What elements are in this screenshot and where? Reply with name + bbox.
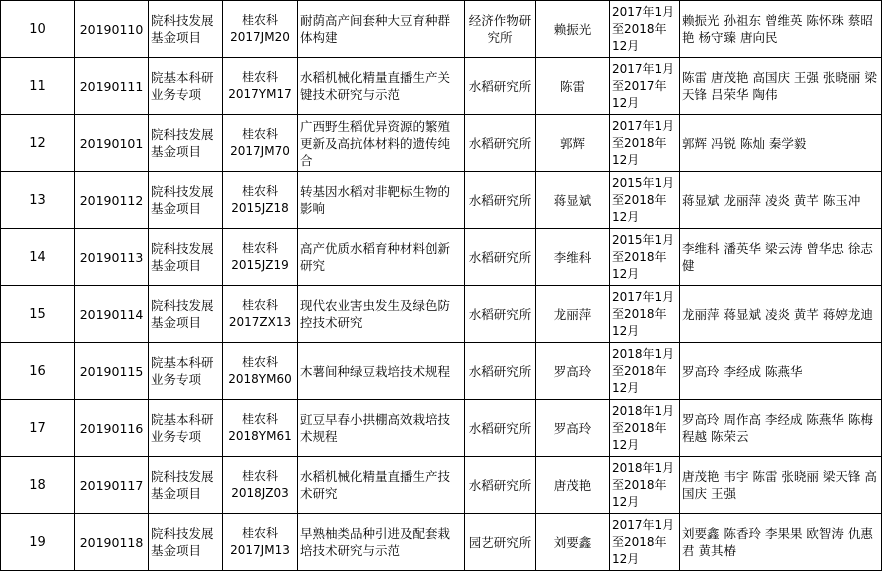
row-number-cell: 18 bbox=[1, 457, 75, 514]
project-code-cell: 20190110 bbox=[75, 1, 149, 58]
unit-cell: 经济作物研究所 bbox=[465, 1, 536, 58]
table-row bbox=[1, 172, 882, 229]
unit-cell: 水稻研究所 bbox=[465, 286, 536, 343]
period-cell: 2015年1月至2018年12月 bbox=[610, 229, 680, 286]
project-code-cell: 20190115 bbox=[75, 343, 149, 400]
project-code-cell: 20190114 bbox=[75, 286, 149, 343]
project-leader-cell: 蒋显斌 bbox=[536, 172, 610, 229]
project-leader-cell: 郭辉 bbox=[536, 115, 610, 172]
row-number-cell: 17 bbox=[1, 400, 75, 457]
row-number-cell: 10 bbox=[1, 1, 75, 58]
project-code-cell: 20190116 bbox=[75, 400, 149, 457]
members-cell: 李维科 潘英华 梁云涛 曾华忠 徐志健 bbox=[680, 229, 882, 286]
members-cell: 唐茂艳 韦宇 陈雷 张晓丽 梁天锋 高国庆 王强 bbox=[680, 457, 882, 514]
row-number-cell: 19 bbox=[1, 514, 75, 571]
approval-number-cell: 桂农科2017ZX13 bbox=[223, 286, 298, 343]
members-cell: 龙丽萍 蒋显斌 凌炎 黄芊 蒋婷龙迪 bbox=[680, 286, 882, 343]
approval-number-cell: 桂农科2018YM60 bbox=[223, 343, 298, 400]
approval-number-cell: 桂农科2015JZ19 bbox=[223, 229, 298, 286]
project-code-cell: 20190101 bbox=[75, 115, 149, 172]
project-leader-cell: 唐茂艳 bbox=[536, 457, 610, 514]
project-title-cell: 木薯间种绿豆栽培技术规程 bbox=[298, 343, 465, 400]
row-number-cell: 13 bbox=[1, 172, 75, 229]
project-leader-cell: 罗高玲 bbox=[536, 400, 610, 457]
approval-number-cell: 桂农科2018YM61 bbox=[223, 400, 298, 457]
table-row bbox=[1, 229, 882, 286]
period-cell: 2017年1月至2018年12月 bbox=[610, 514, 680, 571]
project-type-cell: 院科技发展基金项目 bbox=[149, 115, 223, 172]
project-leader-cell: 刘要鑫 bbox=[536, 514, 610, 571]
row-number-cell: 14 bbox=[1, 229, 75, 286]
unit-cell: 园艺研究所 bbox=[465, 514, 536, 571]
project-title-cell: 早熟柚类品种引进及配套栽培技术研究与示范 bbox=[298, 514, 465, 571]
project-leader-cell: 赖振光 bbox=[536, 1, 610, 58]
unit-cell: 水稻研究所 bbox=[465, 229, 536, 286]
unit-cell: 水稻研究所 bbox=[465, 172, 536, 229]
row-number-cell: 15 bbox=[1, 286, 75, 343]
project-type-cell: 院科技发展基金项目 bbox=[149, 514, 223, 571]
table-row bbox=[1, 343, 882, 400]
project-type-cell: 院基本科研业务专项 bbox=[149, 343, 223, 400]
period-cell: 2018年1月至2018年12月 bbox=[610, 400, 680, 457]
approval-number-cell: 桂农科2017JM70 bbox=[223, 115, 298, 172]
members-cell: 罗高玲 周作高 李经成 陈燕华 陈梅 程越 陈荣云 bbox=[680, 400, 882, 457]
project-title-cell: 高产优质水稻育种材料创新研究 bbox=[298, 229, 465, 286]
table-row bbox=[1, 58, 882, 115]
project-leader-cell: 李维科 bbox=[536, 229, 610, 286]
approval-number-cell: 桂农科2018JZ03 bbox=[223, 457, 298, 514]
project-code-cell: 20190112 bbox=[75, 172, 149, 229]
project-title-cell: 水稻机械化精量直播生产关键技术研究与示范 bbox=[298, 58, 465, 115]
period-cell: 2018年1月至2018年12月 bbox=[610, 457, 680, 514]
members-cell: 赖振光 孙祖东 曾维英 陈怀珠 蔡昭艳 杨守臻 唐向民 bbox=[680, 1, 882, 58]
approval-number-cell: 桂农科2015JZ18 bbox=[223, 172, 298, 229]
project-type-cell: 院科技发展基金项目 bbox=[149, 229, 223, 286]
row-number-cell: 16 bbox=[1, 343, 75, 400]
project-title-cell: 转基因水稻对非靶标生物的影响 bbox=[298, 172, 465, 229]
approval-number-cell: 桂农科2017JM13 bbox=[223, 514, 298, 571]
project-code-cell: 20190113 bbox=[75, 229, 149, 286]
table-row bbox=[1, 400, 882, 457]
project-type-cell: 院科技发展基金项目 bbox=[149, 457, 223, 514]
period-cell: 2018年1月至2018年12月 bbox=[610, 343, 680, 400]
project-leader-cell: 罗高玲 bbox=[536, 343, 610, 400]
period-cell: 2017年1月至2018年12月 bbox=[610, 1, 680, 58]
project-title-cell: 豇豆早春小拱棚高效栽培技术规程 bbox=[298, 400, 465, 457]
unit-cell: 水稻研究所 bbox=[465, 457, 536, 514]
project-title-cell: 水稻机械化精量直播生产技术研究 bbox=[298, 457, 465, 514]
period-cell: 2017年1月至2017年12月 bbox=[610, 58, 680, 115]
unit-cell: 水稻研究所 bbox=[465, 400, 536, 457]
unit-cell: 水稻研究所 bbox=[465, 343, 536, 400]
table-row bbox=[1, 286, 882, 343]
project-type-cell: 院科技发展基金项目 bbox=[149, 286, 223, 343]
approval-number-cell: 桂农科2017YM17 bbox=[223, 58, 298, 115]
project-type-cell: 院科技发展基金项目 bbox=[149, 1, 223, 58]
period-cell: 2015年1月至2018年12月 bbox=[610, 172, 680, 229]
approval-number-cell: 桂农科2017JM20 bbox=[223, 1, 298, 58]
members-cell: 罗高玲 李经成 陈燕华 bbox=[680, 343, 882, 400]
table-body bbox=[1, 1, 882, 571]
project-code-cell: 20190117 bbox=[75, 457, 149, 514]
unit-cell: 水稻研究所 bbox=[465, 58, 536, 115]
project-title-cell: 广西野生稻优异资源的繁殖更新及高抗体材料的遗传纯合 bbox=[298, 115, 465, 172]
period-cell: 2017年1月至2018年12月 bbox=[610, 286, 680, 343]
period-cell: 2017年1月至2018年12月 bbox=[610, 115, 680, 172]
members-cell: 陈雷 唐茂艳 高国庆 王强 张晓丽 梁天锋 吕荣华 陶伟 bbox=[680, 58, 882, 115]
project-type-cell: 院基本科研业务专项 bbox=[149, 58, 223, 115]
project-type-cell: 院基本科研业务专项 bbox=[149, 400, 223, 457]
members-cell: 蒋显斌 龙丽萍 凌炎 黄芊 陈玉冲 bbox=[680, 172, 882, 229]
unit-cell: 水稻研究所 bbox=[465, 115, 536, 172]
table-row bbox=[1, 457, 882, 514]
row-number-cell: 12 bbox=[1, 115, 75, 172]
project-title-cell: 耐荫高产间套种大豆育种群体构建 bbox=[298, 1, 465, 58]
table-row bbox=[1, 1, 882, 58]
project-leader-cell: 龙丽萍 bbox=[536, 286, 610, 343]
project-leader-cell: 陈雷 bbox=[536, 58, 610, 115]
members-cell: 郭辉 冯锐 陈灿 秦学毅 bbox=[680, 115, 882, 172]
members-cell: 刘要鑫 陈香玲 李果果 欧智涛 仇惠君 黄其椿 bbox=[680, 514, 882, 571]
project-code-cell: 20190118 bbox=[75, 514, 149, 571]
row-number-cell: 11 bbox=[1, 58, 75, 115]
table-row bbox=[1, 115, 882, 172]
project-type-cell: 院科技发展基金项目 bbox=[149, 172, 223, 229]
project-title-cell: 现代农业害虫发生及绿色防控技术研究 bbox=[298, 286, 465, 343]
table-row bbox=[1, 514, 882, 571]
project-code-cell: 20190111 bbox=[75, 58, 149, 115]
